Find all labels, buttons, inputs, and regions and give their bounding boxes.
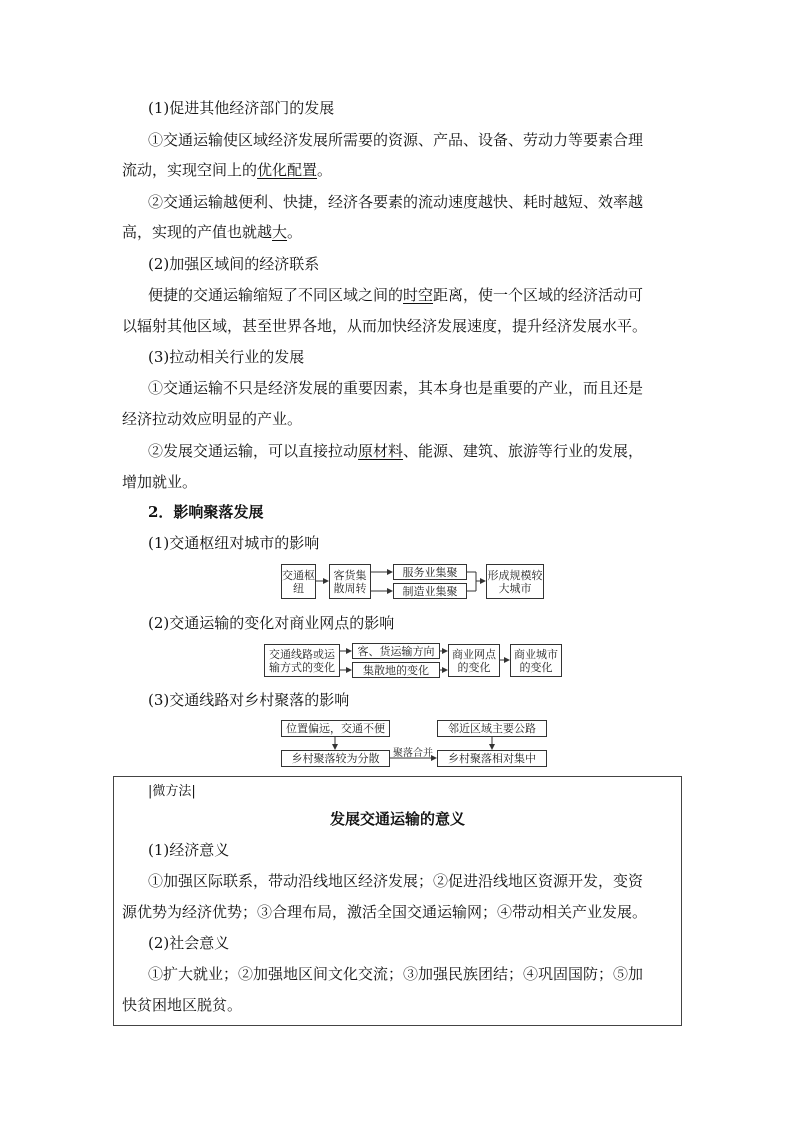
node-transport-hub: 交通枢纽 <box>281 564 316 599</box>
method-tag: |微方法| <box>148 784 196 799</box>
node-route-change: 交通线路或运输方式的变化 <box>264 644 340 677</box>
method-title: 发展交通运输的意义 <box>329 810 465 828</box>
heading-commercial-change: (2)交通运输的变化对商业网点的影响 <box>148 614 395 632</box>
node-concentrated-villages: 乡村聚落相对集中 <box>437 750 547 767</box>
node-transport-direction: 客、货运输方向 <box>352 643 440 659</box>
para-3-line-1: 便捷的交通运输缩短了不同区域之间的时空距离，使一个区域的经济活动可 <box>148 286 644 304</box>
para-3-line-2: 以辐射其他区域，甚至世界各地，从而加快经济发展速度，提升经济发展水平。 <box>122 317 648 335</box>
para-1-line-2: 流动，实现空间上的优化配置。 <box>122 161 333 179</box>
heading-economic-significance: (1)经济意义 <box>148 841 230 859</box>
underline-optimal-allocation: 优化配置 <box>257 161 318 179</box>
heading-rural-settlement: (3)交通线路对乡村聚落的影响 <box>148 691 350 709</box>
node-goods-transit: 客货集散周转 <box>329 564 371 599</box>
label-merge: 聚落合并 <box>393 748 433 759</box>
heading-related-industries: (3)拉动相关行业的发展 <box>148 348 305 366</box>
para-2-line-2: 高，实现的产值也就越大。 <box>122 223 303 241</box>
node-near-highway: 邻近区域主要公路 <box>437 720 547 737</box>
economic-line-2: 源优势为经济优势；③合理布局，激活全国交通运输网；④带动相关产业发展。 <box>122 903 648 921</box>
node-distribution-change: 集散地的变化 <box>352 662 440 678</box>
underline-spacetime: 时空 <box>403 286 434 304</box>
heading-regional-links: (2)加强区域间的经济联系 <box>148 255 320 273</box>
para-4-line-2: 经济拉动效应明显的产业。 <box>122 410 303 428</box>
node-service-industry: 服务业集聚 <box>393 564 467 580</box>
social-line-1: ①扩大就业；②加强地区间文化交流；③加强民族团结；④巩固国防；⑤加 <box>148 965 644 983</box>
para-4-line-1: ①交通运输不只是经济发展的重要因素，其本身也是重要的产业，而且还是 <box>148 379 644 397</box>
heading-promote-sectors: (1)促进其他经济部门的发展 <box>148 99 335 117</box>
heading-hub-city: (1)交通枢纽对城市的影响 <box>148 534 320 552</box>
para-5-line-2: 增加就业。 <box>122 473 198 491</box>
underline-raw-materials: 原材料 <box>358 442 404 460</box>
node-remote-location: 位置偏远，交通不便 <box>281 720 390 737</box>
node-scattered-villages: 乡村聚落较为分散 <box>281 750 390 767</box>
node-commercial-point: 商业网点的变化 <box>448 644 500 677</box>
heading-social-significance: (2)社会意义 <box>148 934 230 952</box>
node-manufacturing: 制造业集聚 <box>393 583 467 599</box>
node-large-city: 形成规模较大城市 <box>486 564 544 599</box>
node-commercial-city: 商业城市的变化 <box>510 644 562 677</box>
para-1-line-1: ①交通运输使区域经济发展所需要的资源、产品、设备、劳动力等要素合理 <box>148 131 644 149</box>
underline-large: 大 <box>272 223 288 241</box>
heading-settlement-development: 2．影响聚落发展 <box>148 503 264 521</box>
social-line-2: 快贫困地区脱贫。 <box>122 996 243 1014</box>
para-5-line-1: ②发展交通运输，可以直接拉动原材料、能源、建筑、旅游等行业的发展， <box>148 442 644 460</box>
para-2-line-1: ②交通运输越便利、快捷，经济各要素的流动速度越快、耗时越短、效率越 <box>148 193 644 211</box>
economic-line-1: ①加强区际联系，带动沿线地区经济发展；②促进沿线地区资源开发，变资 <box>148 872 644 890</box>
